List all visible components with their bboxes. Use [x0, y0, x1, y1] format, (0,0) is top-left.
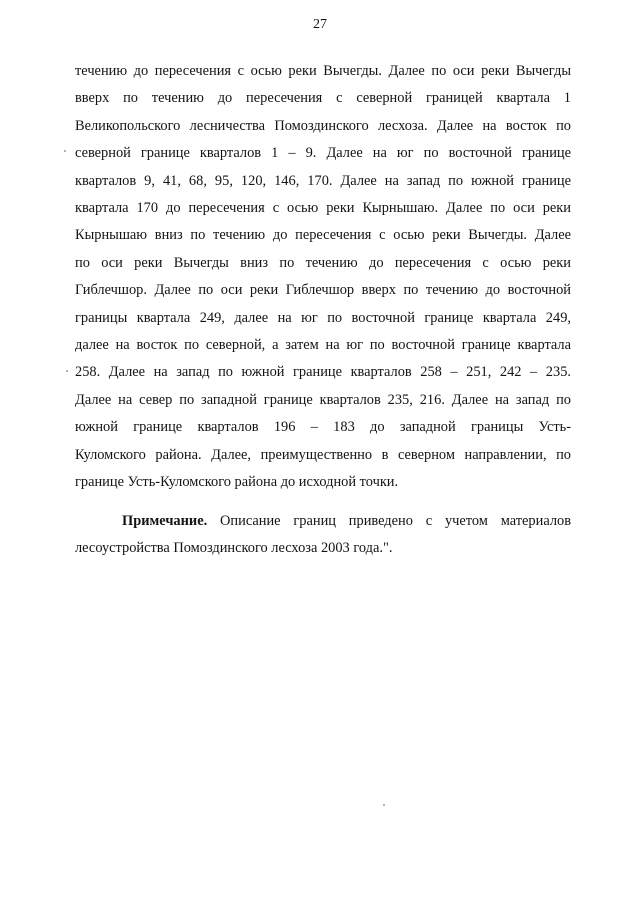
text-line: далее на восток по северной, а затем на юг по восточной границе квартала: [75, 337, 571, 354]
text-line: Куломского района. Далее, преимущественно в северном направлении, по: [75, 446, 571, 463]
scan-speck: [66, 370, 68, 372]
note-line: лесоустройства Помоздинского лесхоза 2003 года.".: [75, 540, 393, 557]
text-line: южной границе кварталов 196 – 183 до западной границы Усть-: [75, 419, 571, 436]
text-line: Далее на север по западной границе кварталов 235, 216. Далее на запад по: [75, 391, 571, 408]
boundary-description: [75, 58, 571, 497]
note-paragraph: [75, 508, 571, 563]
text-line: северной границе кварталов 1 – 9. Далее на юг по восточной границе: [75, 145, 571, 162]
page-number: 27: [313, 17, 327, 32]
text-line: по оси реки Вычегды вниз по течению до пересечения с осью реки: [75, 254, 571, 271]
text-line: течению до пересечения с осью реки Вычегды. Далее по оси реки Вычегды: [75, 63, 571, 79]
text-line: 258. Далее на запад по южной границе кварталов 258 – 251, 242 – 235.: [75, 364, 571, 381]
text-line: границе Усть-Куломского района до исходной точки.: [75, 474, 399, 491]
text-line: квартала 170 до пересечения с осью реки Кырнышаю. Далее по оси реки: [75, 200, 571, 217]
text-line: Великопольского лесничества Помоздинского лесхоза. Далее на восток по: [75, 117, 571, 134]
scan-speck: [64, 150, 66, 152]
text-line: Гиблечшор. Далее по оси реки Гиблечшор вверх по течению до восточной: [75, 282, 571, 299]
text-line: кварталов 9, 41, 68, 95, 120, 146, 170. Далее на запад по южной границе: [75, 172, 571, 189]
text-line: вверх по течению до пересечения с северной границей квартала 1: [75, 90, 571, 107]
note-label: Примечание.: [122, 513, 208, 529]
text-line: границы квартала 249, далее на юг по восточной границе квартала 249,: [75, 309, 571, 326]
note-line: [75, 508, 571, 535]
text-line: Кырнышаю вниз по течению до пересечения с осью реки Вычегды. Далее: [75, 227, 571, 244]
scan-speck: [383, 804, 385, 806]
note-text: Описание границ приведено с учетом материалов: [207, 513, 571, 529]
